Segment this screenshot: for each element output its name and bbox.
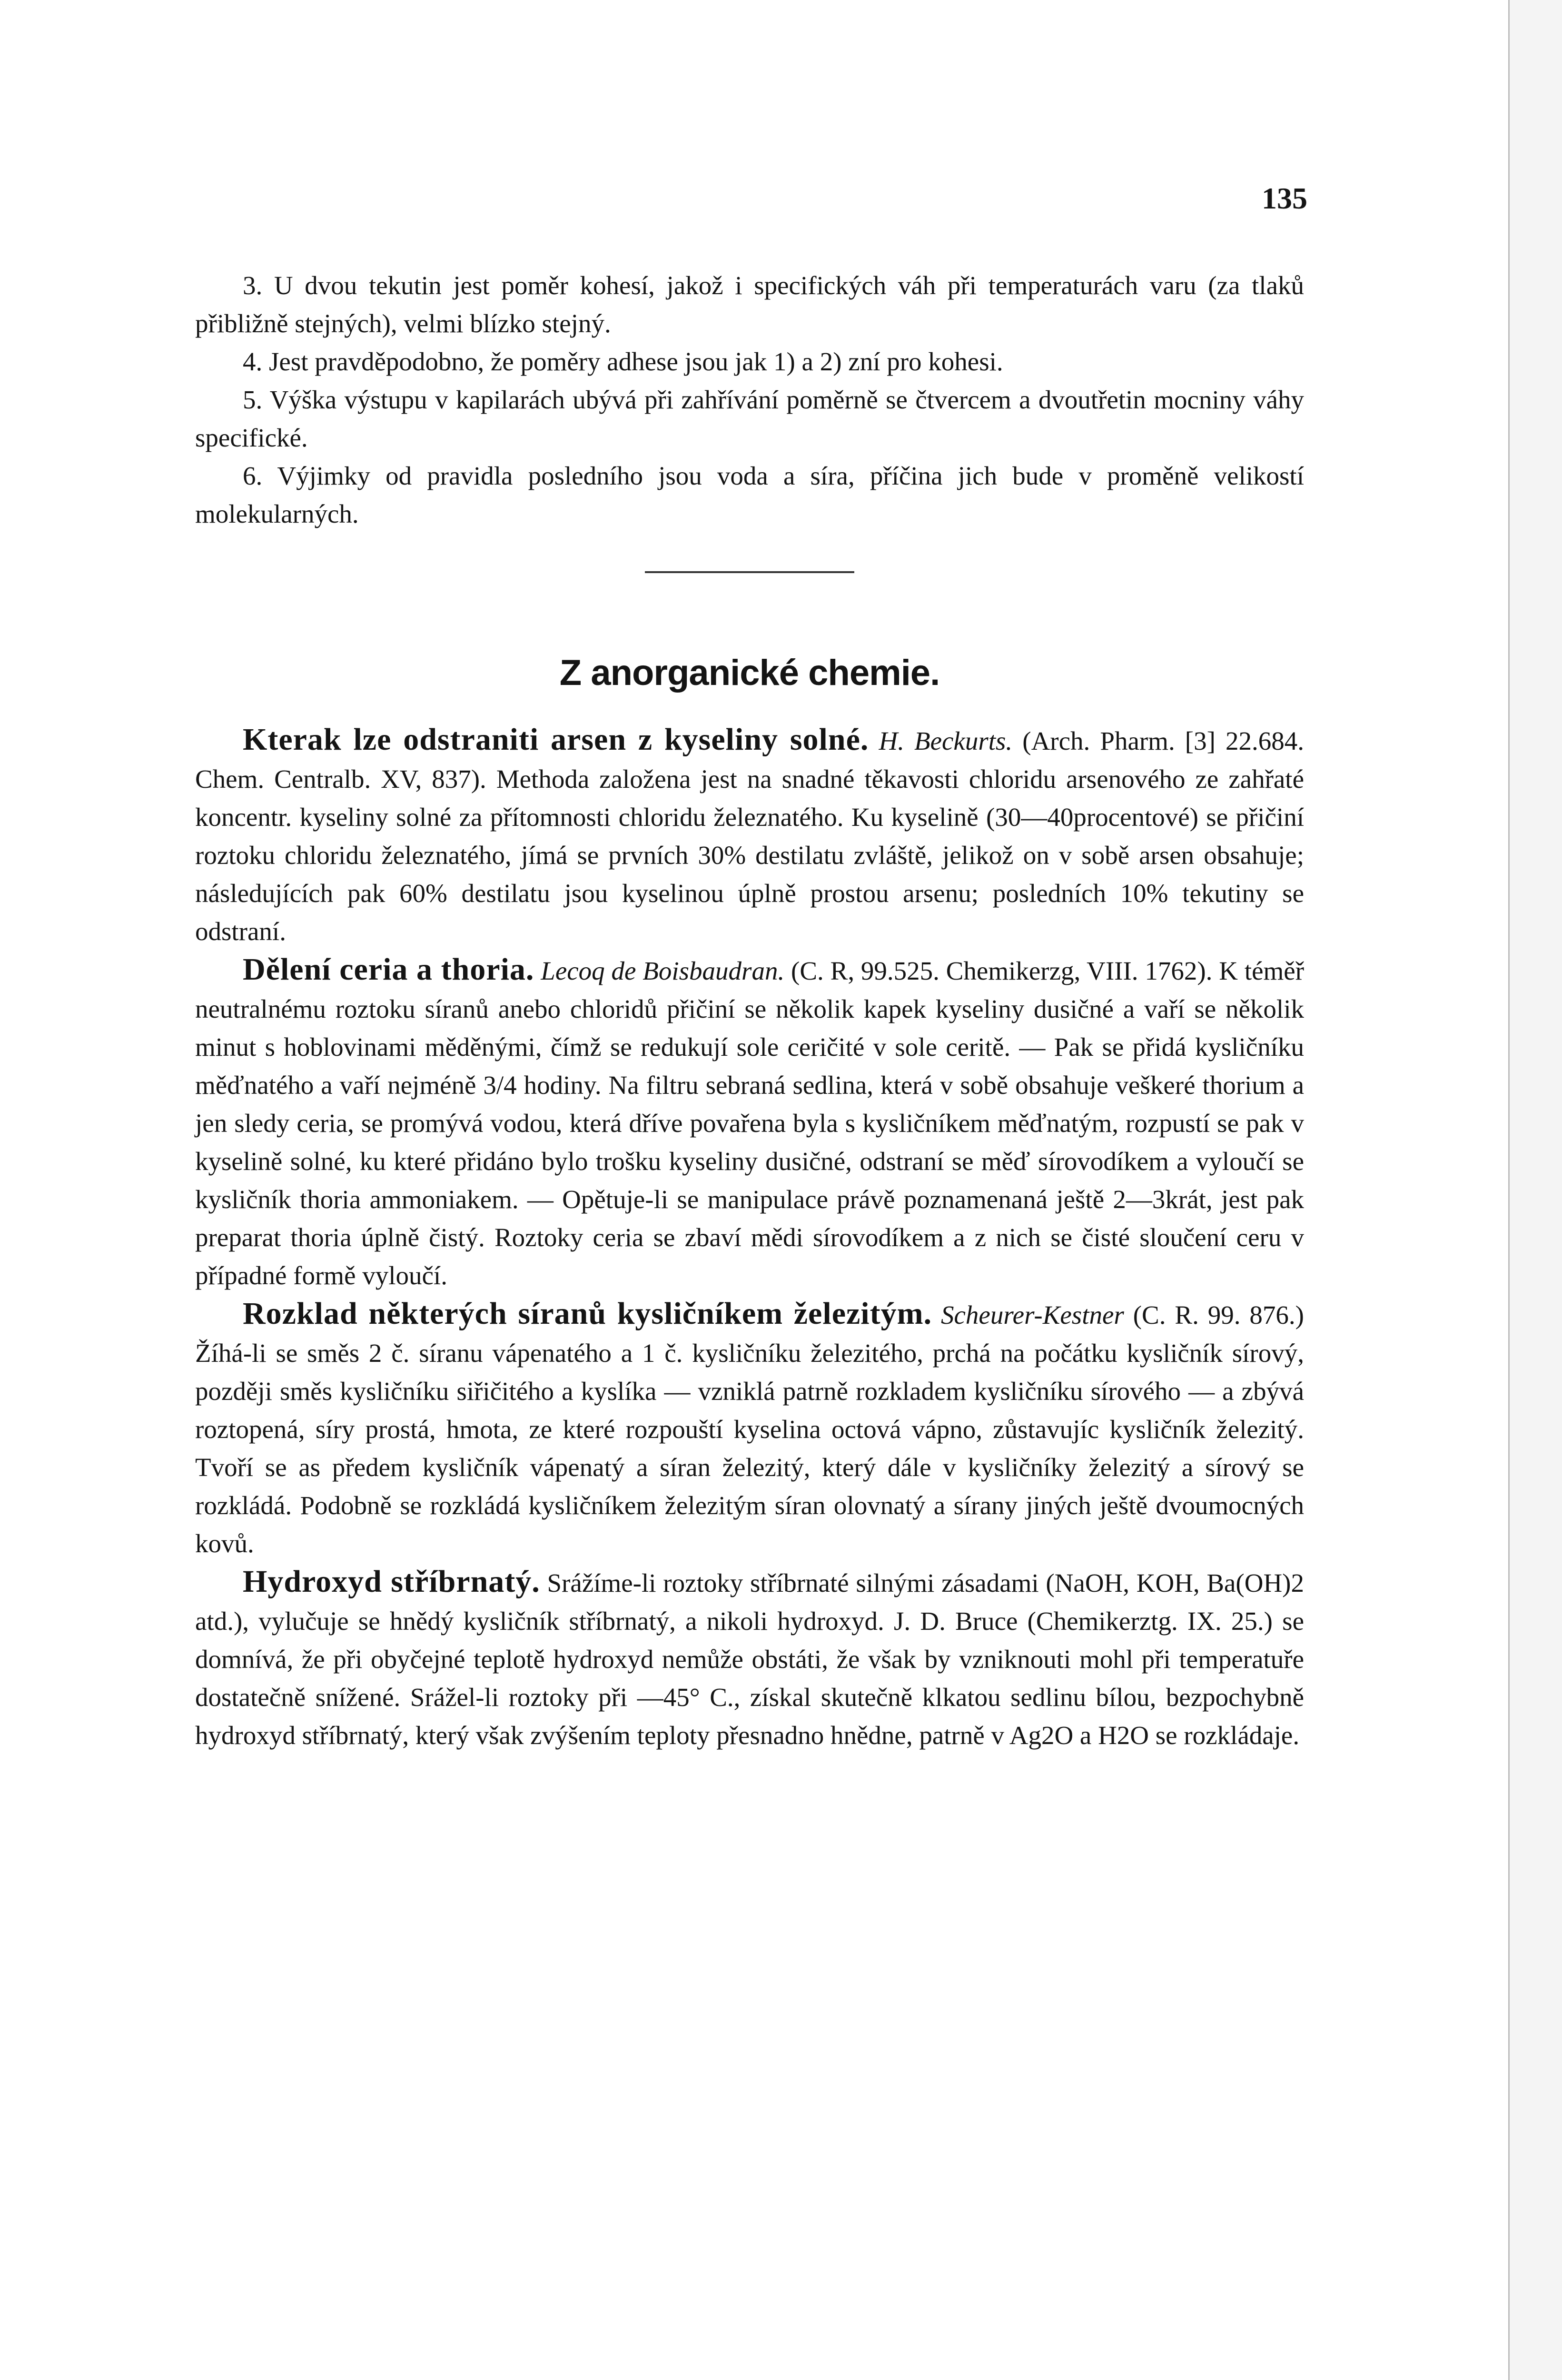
intro-item-6: 6. Výjimky od pravidla posledního jsou voda a síra, příčina jich bude v proměně velikostí molekularných. [195, 461, 1304, 528]
article-arsen [195, 721, 1304, 951]
intro-item-5: 5. Výška výstupu v kapilarách ubývá při zahřívání poměrně se čtvercem a dvoutřetin mocniny váhy specifické. [195, 385, 1304, 452]
intro-item-4: 4. Jest pravděpodobno, že poměry adhese jsou jak 1) a 2) zní pro kohesi. [243, 347, 1003, 376]
page-edge [1508, 0, 1562, 2380]
article-title: Hydroxyd stříbrnatý. [243, 1564, 540, 1599]
article-author: H. Beckurts. [879, 726, 1013, 755]
article-author: Lecoq de Boisbaudran. [541, 956, 785, 985]
article-cerium-thorium [195, 951, 1304, 1295]
article-title: Kterak lze odstraniti arsen z kyseliny solné. [243, 722, 869, 757]
article-author: Scheurer-Kestner [941, 1300, 1124, 1329]
section-title: Z anorganické chemie. [559, 653, 940, 693]
page-body [195, 267, 1304, 1755]
article-body: Srážíme-li roztoky stříbrnaté silnými zásadami (NaOH, KOH, Ba(OH)2 atd.), vylučuje se hnědý kysličník stříbrnatý, a nikoli hydroxyd. J. D. Bruce (Chemikerztg. IX. 25.) se domnívá, že při obyčejné teplotě hydroxyd nemůže obstáti, že však by vzniknouti mohl při temperatuře dostatečně snížené. Srážel-li roztoky při —45° C., získal skutečně klkatou sedlinu bílou, bezpochybně hydroxyd stříbrnatý, který však zvýšením teploty přesnadno hnědne, patrně v Ag2O a H2O se rozkládaje. [195, 1568, 1304, 1750]
article-body: (C. R, 99.525. Chemikerzg, VIII. 1762). K téměř neutralnému roztoku síranů anebo chloridů přičiní se několik kapek kyseliny dusičné a vaří se několik minut s hoblovinami měděnými, čímž se redukují sole ceričité v sole ceritě. — Pak se přidá kysličníku měďnatého a vaří nejméně 3/4 hodiny. Na filtru sebraná sedlina, která v sobě obsahuje veškeré thorium a jen sledy ceria, se promývá vodou, která dříve povařena byla s kysličníkem měďnatým, rozpustí se pak v kyselině solné, ku které přidáno bylo trošku kyseliny dusičné, odstraní se měď sírovodíkem a vyloučí se kysličník thoria ammoniakem. — Opětuje-li se manipulace právě poznamenaná ještě 2—3krát, jest pak preparat thoria úplně čistý. Roztoky ceria se zbaví mědi sírovodíkem a z nich se čisté sloučení ceru v případné formě vyloučí. [195, 956, 1305, 1290]
article-title: Rozklad některých síranů kysličníkem železitým. [243, 1296, 932, 1331]
article-body: (C. R. 99. 876.) Žíhá-li se směs 2 č. síranu vápenatého a 1 č. kysličníku železitého, prchá na počátku kysličník sírový, později směs kysličníku siřičitého a kyslíka — vzniklá patrně rozkladem kysličníku sírového — a zbývá roztopená, síry prostá, hmota, ze které rozpouští kyselina octová vápno, zůstavujíc kysličník železitý. Tvoří se as předem kysličník vápenatý a síran železitý, který dále v kysličníky železitý a sírový se rozkládá. Podobně se rozkládá kysličníkem železitým síran olovnatý a sírany jiných ještě dvoumocných kovů. [195, 1300, 1304, 1558]
section-divider [645, 571, 854, 573]
article-silver-hydroxide [195, 1563, 1304, 1755]
article-title: Dělení ceria a thoria. [243, 952, 534, 987]
page-number: 135 [1262, 181, 1307, 215]
article-body: (Arch. Pharm. [3] 22.684. Chem. Centralb. XV, 837). Methoda založena jest na snadné těkavosti chloridu arsenového ze zahřaté koncentr. kyseliny solné za přítomnosti chloridu železnatého. Ku kyselině (30—40procentové) se přičiní roztoku chloridu železnatého, jímá se prvních 30% destilatu zvláště, jelikož on v sobě arsen obsahuje; následujících pak 60% destilatu jsou kyselinou úplně prostou arsenu; posledních 10% tekutiny se odstraní. [195, 726, 1304, 946]
intro-item-3: 3. U dvou tekutin jest poměr kohesí, jakož i specifických váh při temperaturách varu (za tlaků přibližně stejných), velmi blízko stejný. [195, 271, 1304, 338]
article-sulfates [195, 1295, 1304, 1563]
